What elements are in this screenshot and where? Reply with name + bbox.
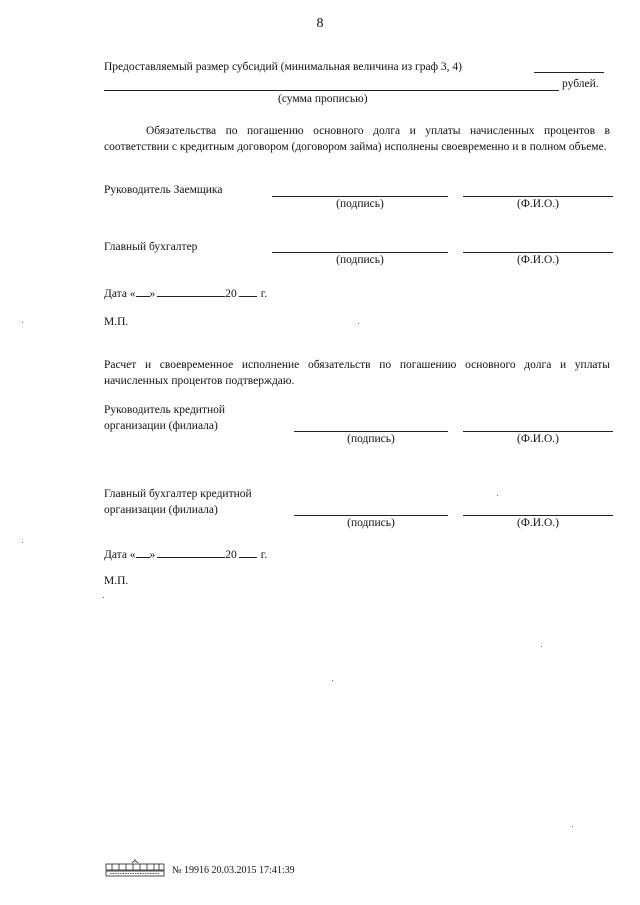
date-quote-close: » xyxy=(149,549,156,561)
year-prefix: 20 xyxy=(225,549,237,561)
scan-speck xyxy=(22,322,23,323)
scan-speck xyxy=(541,646,542,647)
stamp-place-label: М.П. xyxy=(104,316,129,328)
signature-caption: (подпись) xyxy=(336,254,384,266)
registry-stamp-icon xyxy=(104,858,166,878)
bank-head-name-field[interactable] xyxy=(463,431,613,432)
subsidy-amount-words-field[interactable] xyxy=(104,90,559,91)
bank-accountant-label-line1: Главный бухгалтер кредитной xyxy=(104,488,252,500)
signature-caption: (подпись) xyxy=(347,433,395,445)
date-line xyxy=(104,546,267,563)
scan-speck xyxy=(103,597,104,598)
subsidy-currency-label: рублей. xyxy=(562,78,599,90)
date-quote-close: » xyxy=(149,288,156,300)
day-field[interactable] xyxy=(136,285,150,297)
scan-speck xyxy=(22,542,23,543)
full-name-caption: (Ф.И.О.) xyxy=(517,254,559,266)
signature-caption: (подпись) xyxy=(336,198,384,210)
scan-speck xyxy=(497,495,498,496)
scan-speck xyxy=(572,826,573,827)
bank-head-signature-field[interactable] xyxy=(294,431,448,432)
year-suffix: г. xyxy=(260,549,268,561)
borrower-head-label: Руководитель Заемщика xyxy=(104,184,223,196)
chief-accountant-signature-field[interactable] xyxy=(272,252,448,253)
full-name-caption: (Ф.И.О.) xyxy=(517,433,559,445)
confirmation-paragraph: Расчет и своевременное исполнение обязательств по погашению основного долга и уплаты начисленных процентов подтверждаю. xyxy=(104,359,610,387)
scan-speck xyxy=(332,680,333,681)
bank-accountant-label-line2: организации (филиала) xyxy=(104,504,218,516)
year-prefix: 20 xyxy=(225,288,237,300)
year-suffix: г. xyxy=(260,288,268,300)
bank-accountant-signature-field[interactable] xyxy=(294,515,448,516)
full-name-caption: (Ф.И.О.) xyxy=(517,517,559,529)
stamp-place-label: М.П. xyxy=(104,575,129,587)
bank-head-label-line2: организации (филиала) xyxy=(104,420,218,432)
year-field[interactable] xyxy=(239,546,257,558)
page-number: 8 xyxy=(316,16,324,31)
month-field[interactable] xyxy=(157,285,225,297)
chief-accountant-name-field[interactable] xyxy=(463,252,613,253)
scan-speck xyxy=(358,323,359,324)
date-prefix: Дата « xyxy=(104,549,136,561)
registration-number: № 19916 20.03.2015 17:41:39 xyxy=(172,865,295,876)
bank-accountant-name-field[interactable] xyxy=(463,515,613,516)
year-field[interactable] xyxy=(239,285,257,297)
chief-accountant-label: Главный бухгалтер xyxy=(104,241,198,253)
full-name-caption: (Ф.И.О.) xyxy=(517,198,559,210)
subsidy-amount-field[interactable] xyxy=(534,72,604,73)
obligations-paragraph: Обязательства по погашению основного долга и уплаты начисленных процентов в соответствии с кредитным договором (договором займа) исполнены своевременно и в полном объеме. xyxy=(104,125,610,153)
bank-head-label-line1: Руководитель кредитной xyxy=(104,404,226,416)
document-footer xyxy=(104,858,324,880)
day-field[interactable] xyxy=(136,546,150,558)
signature-caption: (подпись) xyxy=(347,517,395,529)
month-field[interactable] xyxy=(157,546,225,558)
borrower-head-name-field[interactable] xyxy=(463,196,613,197)
subsidy-amount-label: Предоставляемый размер субсидий (минимальная величина из граф 3, 4) xyxy=(104,61,463,73)
date-line xyxy=(104,285,267,302)
date-prefix: Дата « xyxy=(104,288,136,300)
borrower-head-signature-field[interactable] xyxy=(272,196,448,197)
amount-in-words-caption: (сумма прописью) xyxy=(278,93,368,105)
